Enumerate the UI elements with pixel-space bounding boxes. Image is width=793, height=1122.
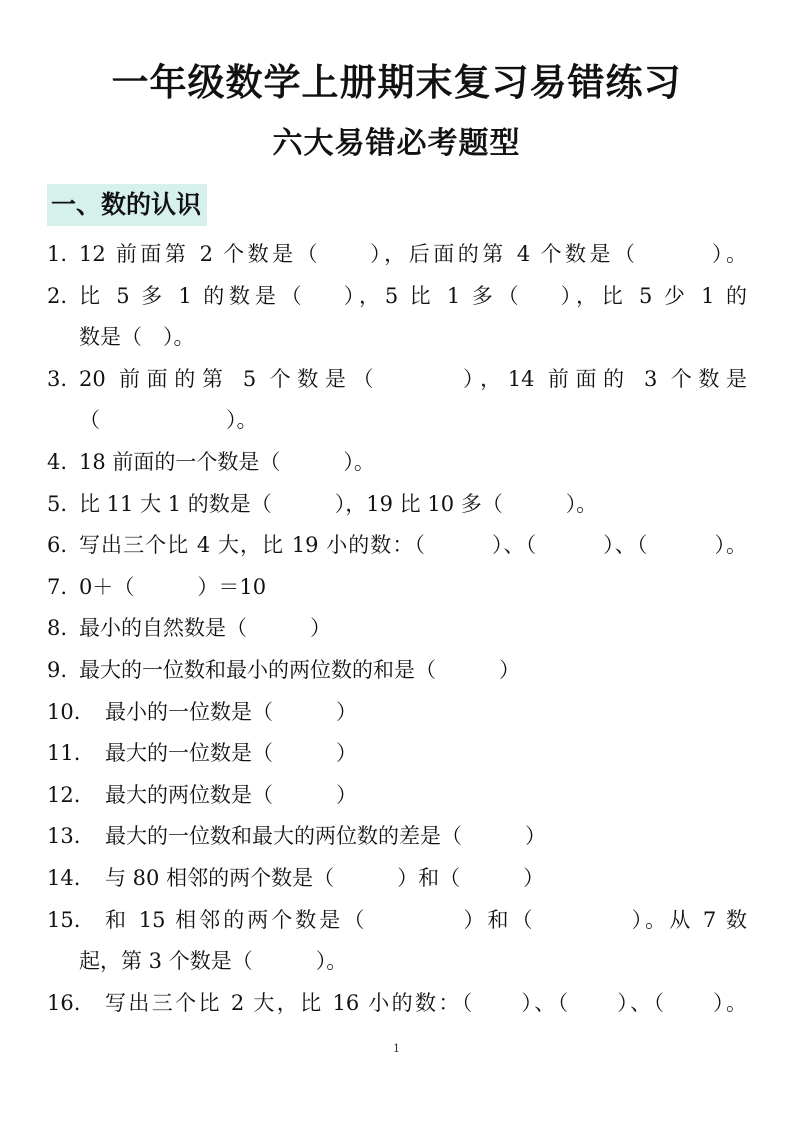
question-number: 15. (47, 907, 81, 932)
question-14 (47, 858, 747, 900)
question-8 (47, 608, 747, 650)
question-text: 20 前面的第 5 个数是（ ），14 前面的 3 个数是 (79, 366, 747, 391)
question-text: 最大的两位数是（ ） (105, 782, 357, 807)
question-text: 最小的自然数是（ ） (79, 616, 331, 641)
question-2 (47, 276, 747, 318)
question-7 (47, 567, 747, 609)
question-text-continued: 数是（ ）。 (79, 325, 195, 350)
question-text: 最大的一位数是（ ） (105, 741, 357, 766)
question-text: 与 80 相邻的两个数是（ ）和（ ） (105, 865, 545, 890)
section-heading: 一、数的认识 (47, 184, 207, 226)
question-number: 11. (47, 741, 81, 766)
question-1 (47, 234, 747, 276)
question-12 (47, 775, 747, 817)
question-text: 18 前面的一个数是（ ）。 (79, 449, 375, 474)
question-text: 写出三个比 4 大，比 19 小的数：（ ）、（ ）、（ ）。 (79, 533, 747, 558)
question-text: 比 11 大 1 的数是（ ），19 比 10 多（ ）。 (79, 491, 598, 516)
question-number: 2. (47, 283, 68, 308)
worksheet-subtitle: 六大易错必考题型 (272, 126, 521, 161)
question-number: 5. (47, 491, 68, 516)
question-6 (47, 525, 747, 567)
question-9 (47, 650, 747, 692)
question-number: 10. (47, 699, 81, 724)
question-3-continued (47, 400, 747, 442)
question-text: 和 15 相邻的两个数是（ ）和（ ）。从 7 数 (105, 907, 747, 932)
question-text: 最大的一位数和最大的两位数的差是（ ） (105, 824, 546, 849)
page-number: 1 (393, 1042, 400, 1055)
question-number: 1. (47, 242, 68, 266)
worksheet-title: 一年级数学上册期末复习易错练习 (111, 61, 682, 104)
question-13 (47, 816, 747, 858)
question-2-continued (47, 317, 747, 359)
question-16 (47, 983, 747, 1025)
question-number: 14. (47, 865, 81, 890)
question-5 (47, 484, 747, 526)
question-10 (47, 692, 747, 734)
question-15 (47, 900, 747, 942)
question-number: 6. (47, 533, 68, 558)
question-text: 最小的一位数是（ ） (105, 699, 357, 724)
question-number: 12. (47, 782, 81, 807)
question-list (47, 234, 747, 1024)
question-number: 7. (47, 574, 68, 599)
question-number: 8. (47, 616, 68, 641)
question-3 (47, 359, 747, 401)
question-number: 4. (47, 449, 68, 474)
question-number: 3. (47, 366, 68, 391)
question-text: 12 前面第 2 个数是（ ），后面的第 4 个数是（ ）。 (79, 242, 747, 266)
question-11 (47, 733, 747, 775)
question-number: 13. (47, 824, 81, 849)
question-number: 9. (47, 657, 68, 682)
question-text: 写出三个比 2 大，比 16 小的数：（ ）、（ ）、（ ）。 (105, 990, 747, 1015)
question-4 (47, 442, 747, 484)
question-text-continued: 起，第 3 个数是（ ）。 (79, 949, 348, 974)
question-text: 比 5 多 1 的数是（ ），5 比 1 多（ ），比 5 少 1 的 (79, 283, 747, 308)
question-number: 16. (47, 990, 81, 1015)
question-text: 0＋（ ）＝10 (79, 574, 267, 599)
question-text: 最大的一位数和最小的两位数的和是（ ） (79, 657, 520, 682)
question-text-continued: （ ）。 (79, 408, 258, 433)
question-15-continued (47, 941, 747, 983)
